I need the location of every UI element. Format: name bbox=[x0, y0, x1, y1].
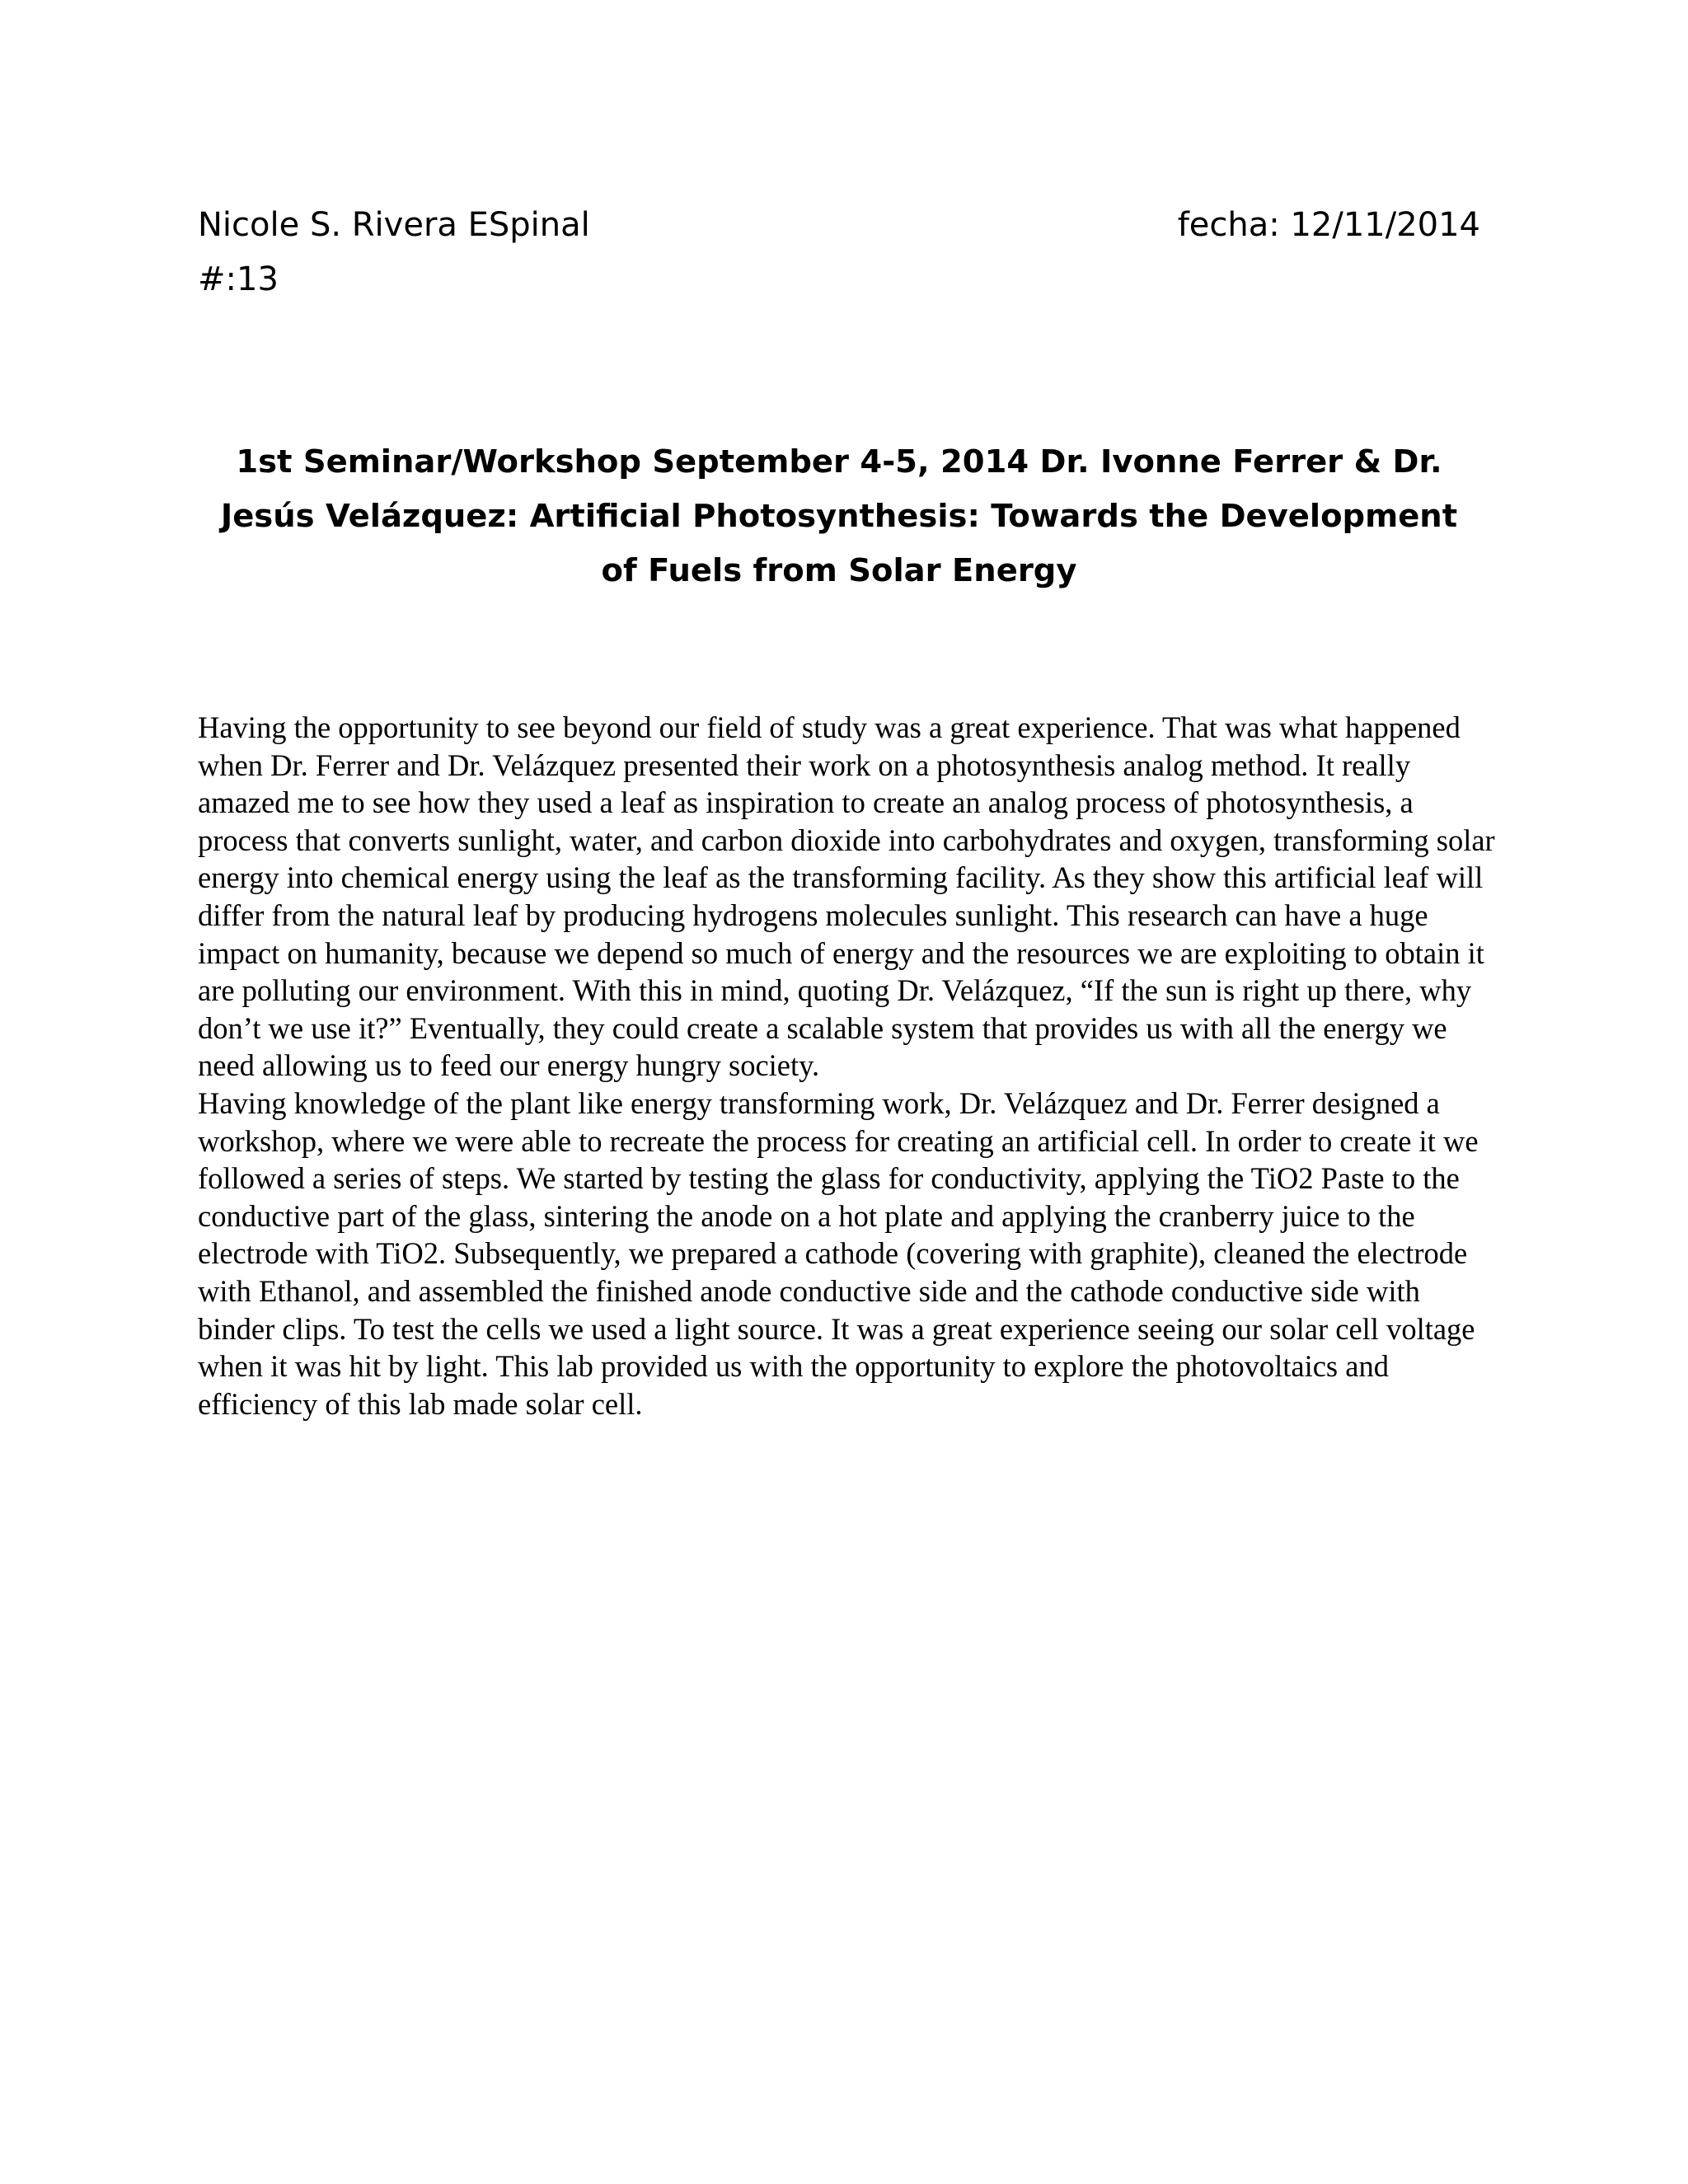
author-name: Nicole S. Rivera ESpinal bbox=[198, 206, 590, 244]
document-header bbox=[198, 198, 1480, 307]
document-body bbox=[198, 709, 1500, 1422]
document-title: 1st Seminar/Workshop September 4-5, 2014 Dr. Ivonne Ferrer & Dr. Jesús Velázquez: Artificial Photosynthesis: Towards the Development of Fuels from Solar Energy bbox=[220, 443, 1458, 589]
body-paragraph-2: Having knowledge of the plant like energy transforming work, Dr. Velázquez and Dr. Ferrer designed a workshop, where we were able to recreate the process for creating an artificial cell. In order to create it we followed a series of steps. We started by testing the glass for conductivity, applying the TiO2 Paste to the conductive part of the glass, sintering the anode on a hot plate and applying the cranberry juice to the electrode with TiO2. Subsequently, we prepared a cathode (covering with graphite), cleaned the electrode with Ethanol, and assembled the finished anode conductive side and the cathode conductive side with binder clips. To test the cells we used a light source. It was a great experience seeing our solar cell voltage when it was hit by light. This lab provided us with the opportunity to explore the photovoltaics and efficiency of this lab made solar cell. bbox=[198, 1085, 1479, 1421]
body-paragraph-1: Having the opportunity to see beyond our field of study was a great experience. That was what happened when Dr. Ferrer and Dr. Velázquez presented their work on a photosynthesis analog method. It really amazed me to see how they used a leaf as inspiration to create an analog process of photosynthesis, a process that converts sunlight, water, and carbon dioxide into carbohydrates and oxygen, transforming solar energy into chemical energy using the leaf as the transforming facility. As they show this artificial leaf will differ from the natural leaf by producing hydrogens molecules sunlight. This research can have a huge impact on humanity, because we depend so much of energy and the resources we are exploiting to obtain it are polluting our environment. With this in mind, quoting Dr. Velázquez, “If the sun is right up there, why don’t we use it?” Eventually, they could create a scalable system that provides us with all the energy we need allowing us to feed our energy hungry society. bbox=[198, 710, 1495, 1083]
header-row bbox=[198, 198, 1480, 252]
document-date: fecha: 12/11/2014 bbox=[1177, 206, 1480, 244]
student-number: #:13 bbox=[198, 260, 279, 298]
